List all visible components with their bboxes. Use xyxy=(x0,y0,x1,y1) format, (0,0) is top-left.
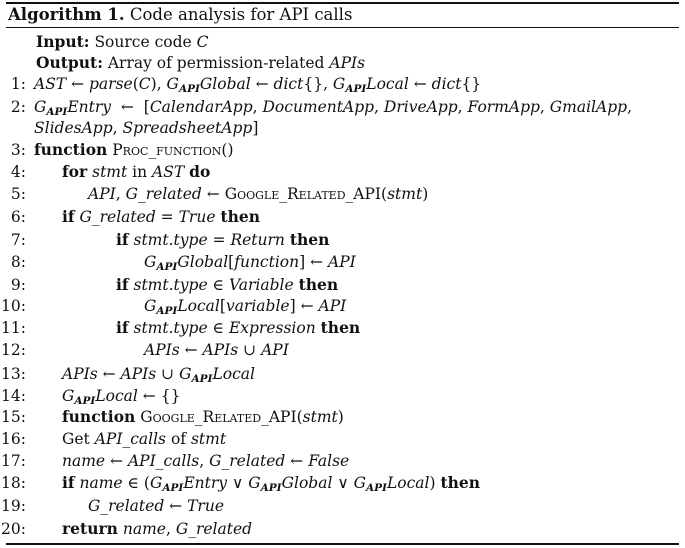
line-code: G_related ← True xyxy=(88,497,224,515)
line-number: 13: xyxy=(1,365,26,383)
algorithm-title xyxy=(8,5,352,24)
line-code: APIs ← APIs ∪ $G_{API}Local$ xyxy=(62,365,255,385)
line-code: Get API_calls of stmt xyxy=(62,430,227,448)
line-number: 7: xyxy=(10,231,26,249)
top-rule xyxy=(6,2,679,4)
line-number: 10: xyxy=(1,297,26,315)
line-code: API, G_related ← Google_Related_API(stmt) xyxy=(88,185,429,203)
line-code: $G_{API}Entry$ ← [CalendarApp, DocumentApp, DriveApp, FormApp, GmailApp, xyxy=(34,98,632,118)
line-number: 4: xyxy=(10,163,26,181)
line-code: if stmt.type ∈ Expression then xyxy=(116,318,361,337)
line-number: 18: xyxy=(1,474,26,492)
line-number: 5: xyxy=(10,185,26,203)
line-code: if stmt.type ∈ Variable then xyxy=(116,275,339,294)
line-number: 1: xyxy=(10,75,26,93)
line-number: 17: xyxy=(1,452,26,470)
line-code: function Google_Related_API(stmt) xyxy=(62,407,344,426)
line-code: AST ← parse(C), $G_{API}Global$ ← dict{}, $G_{API}Local$ ← dict{} xyxy=(34,75,482,95)
line-number: 8: xyxy=(10,253,26,271)
line-code: Input: Source code C xyxy=(36,32,209,51)
line-number: 11: xyxy=(1,319,26,337)
line-number: 9: xyxy=(10,276,26,294)
line-number: 12: xyxy=(1,341,26,359)
line-code: $G_{API}Local[variable]$ ← API xyxy=(144,297,347,317)
title-rule xyxy=(6,27,679,28)
line-code: function Proc_function() xyxy=(34,140,234,159)
line-number: 2: xyxy=(10,98,26,116)
line-code: if name ∈ ($G_{API}Entry$ ∨ $G_{API}Global$ ∨ $G_{API}Local$) then xyxy=(62,473,481,494)
line-code: SlidesApp, SpreadsheetApp] xyxy=(34,119,259,137)
line-code: if stmt.type = Return then xyxy=(116,230,330,249)
algorithm-caption: Code analysis for API calls xyxy=(129,5,353,24)
line-code: name ← API_calls, G_related ← False xyxy=(62,452,350,470)
line-number: 19: xyxy=(1,497,26,515)
line-number: 20: xyxy=(1,520,26,538)
algorithm-label: Algorithm 1. xyxy=(8,5,125,24)
line-number: 16: xyxy=(1,430,26,448)
line-number: 14: xyxy=(1,387,26,405)
line-code: $G_{API}Local$ ← {} xyxy=(62,387,181,407)
line-code: APIs ← APIs ∪ API xyxy=(144,341,289,359)
line-code: $G_{API}Global[function]$ ← API xyxy=(144,253,356,273)
line-number: 3: xyxy=(10,141,26,159)
bottom-rule xyxy=(6,543,679,545)
line-code: Output: Array of permission-related APIs xyxy=(36,53,366,72)
line-code: return name, G_related xyxy=(62,519,253,538)
line-code: for stmt in AST do xyxy=(62,162,211,181)
line-number: 6: xyxy=(10,208,26,226)
line-code: if G_related = True then xyxy=(62,207,260,226)
line-number: 15: xyxy=(1,408,26,426)
